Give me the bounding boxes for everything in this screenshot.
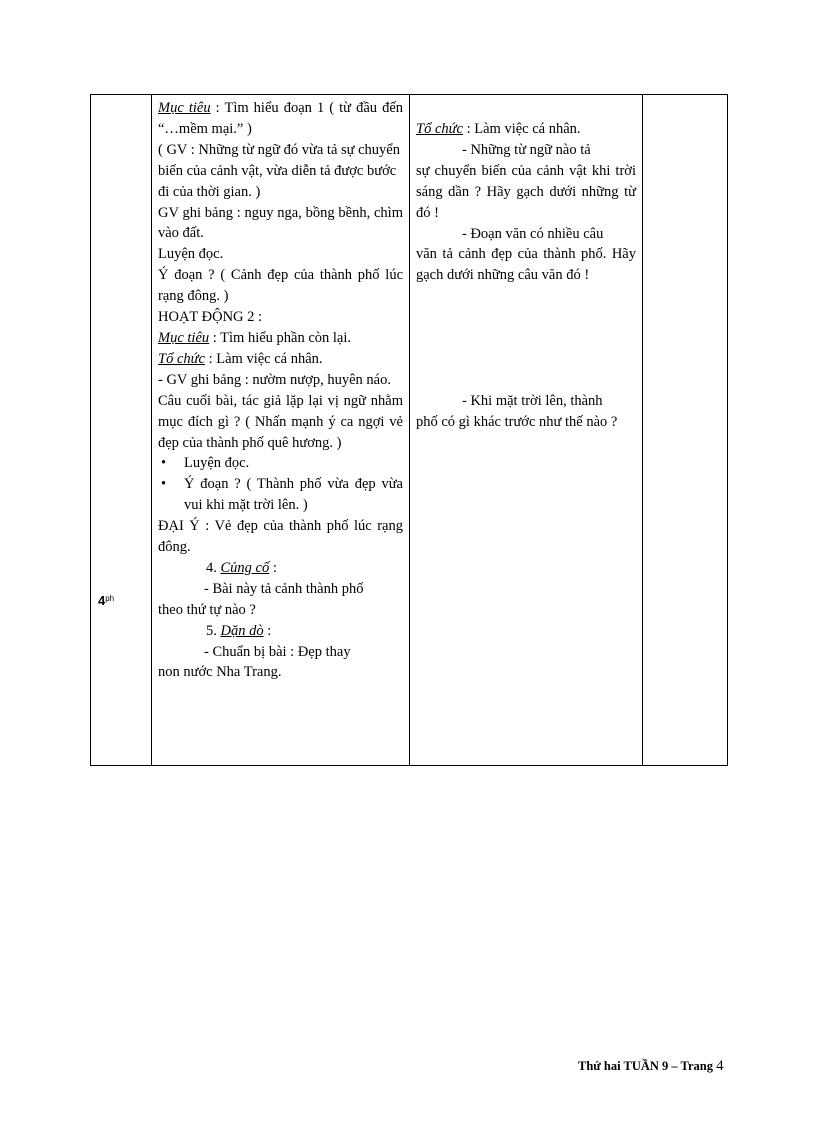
dan-do-text-end: non nước Nha Trang.	[158, 664, 282, 681]
dan-do-text	[158, 642, 403, 684]
time-cell	[91, 95, 152, 766]
lesson-table	[90, 94, 728, 766]
question-3-start: - Khi mặt trời lên, thành	[462, 393, 603, 410]
time-duration	[98, 593, 114, 608]
question-2-start: - Đoạn văn có nhiều câu	[462, 225, 604, 242]
cung-co-question-start: - Bài này tả cảnh thành phố	[204, 580, 364, 597]
cung-co-label: Củng cố	[220, 559, 270, 576]
to-chuc-left-label: Tổ chức	[158, 350, 205, 367]
page-number: 4	[716, 1058, 724, 1074]
cung-co-question	[158, 579, 403, 621]
to-chuc-left	[158, 349, 403, 370]
cau-cuoi-question: Câu cuối bài, tác giả lặp lại vị ngữ nhằm mục đích gì ? ( Nhấn mạnh ý ca ngợi vẻ đẹp của thành phố quê hương. )	[158, 392, 403, 451]
to-chuc-left-text: : Làm việc cá nhân.	[204, 350, 323, 367]
question-2	[416, 224, 636, 287]
question-3-rest: phố có gì khác trước như thế nào ?	[416, 414, 618, 431]
gv-board-1: GV ghi bảng : nguy nga, bồng bềnh, chìm vào đất.	[158, 204, 403, 242]
dan-do-number: 5.	[206, 622, 221, 639]
dan-do-text-start: - Chuẩn bị bài : Đẹp thay	[204, 643, 351, 660]
bullet-text: Luyện đọc.	[184, 455, 250, 472]
bullet-text: Ý đoạn ? ( Thành phố vừa đẹp vừa vui khi mặt trời lên. )	[184, 476, 403, 514]
cung-co-colon: :	[269, 559, 277, 576]
hoat-dong-2-heading: HOẠT ĐỘNG 2 :	[158, 309, 263, 326]
y-doan-1: Ý đoạn ? ( Cảnh đẹp của thành phố lúc rạng đông. )	[158, 267, 403, 305]
muc-tieu-1-label: Mục tiêu	[158, 100, 211, 116]
time-value: 4	[98, 593, 106, 608]
question-3	[416, 391, 636, 433]
question-1-rest: sự chuyển biến của cảnh vật khi trời sáng dần ? Hãy gạch dưới những từ đó !	[416, 162, 636, 221]
muc-tieu-2-text: : Tìm hiểu phần còn lại.	[209, 329, 352, 346]
student-activities	[410, 95, 642, 433]
question-1	[416, 140, 636, 224]
teacher-activities	[152, 95, 409, 683]
cung-co-number: 4.	[206, 559, 221, 576]
muc-tieu-2	[158, 328, 403, 349]
time-unit: ph	[105, 594, 115, 603]
cung-co-heading	[158, 558, 403, 579]
dan-do-heading	[158, 621, 403, 642]
dan-do-label: Dặn dò	[220, 622, 264, 639]
question-2-rest: văn tả cảnh đẹp của thành phố. Hãy gạch dưới những câu văn đó !	[416, 246, 636, 284]
question-1-start: - Những từ ngữ nào tả	[462, 141, 591, 158]
bullet-item	[158, 474, 403, 516]
footer-text: Thứ hai TUẦN 9 – Trang	[578, 1059, 717, 1073]
muc-tieu-1	[158, 98, 403, 140]
to-chuc-right-label: Tổ chức	[416, 121, 463, 137]
to-chuc-right-text: : Làm việc cá nhân.	[462, 121, 581, 137]
muc-tieu-1-text: : Tìm hiểu đoạn 1 ( từ đầu đến “…mềm mại.” )	[158, 100, 404, 137]
bullet-icon: •	[161, 455, 167, 472]
dai-y: ĐẠI Ý : Vẻ đẹp của thành phố lúc rạng đông.	[158, 518, 403, 556]
bullet-item	[158, 453, 403, 474]
student-activities-cell	[410, 95, 643, 766]
dan-do-colon: :	[263, 622, 272, 639]
notes-cell	[643, 95, 728, 766]
page-footer	[578, 1058, 724, 1075]
spacer	[416, 286, 636, 391]
luyen-doc-1: Luyện đọc.	[158, 246, 224, 263]
table-row	[91, 95, 728, 766]
cung-co-question-end: theo thứ tự nào ?	[158, 601, 256, 618]
gv-board-2: - GV ghi bảng : nườm nượp, huyên náo.	[158, 371, 391, 388]
muc-tieu-2-label: Mục tiêu	[158, 329, 210, 346]
teacher-activities-cell	[152, 95, 410, 766]
to-chuc-right	[416, 119, 636, 140]
gv-note-1: ( GV : Những từ ngữ đó vừa tả sự chuyển biến của cảnh vật, vừa diễn tả được bước đi của thời gian. )	[158, 141, 400, 200]
bullet-icon: •	[161, 476, 167, 493]
